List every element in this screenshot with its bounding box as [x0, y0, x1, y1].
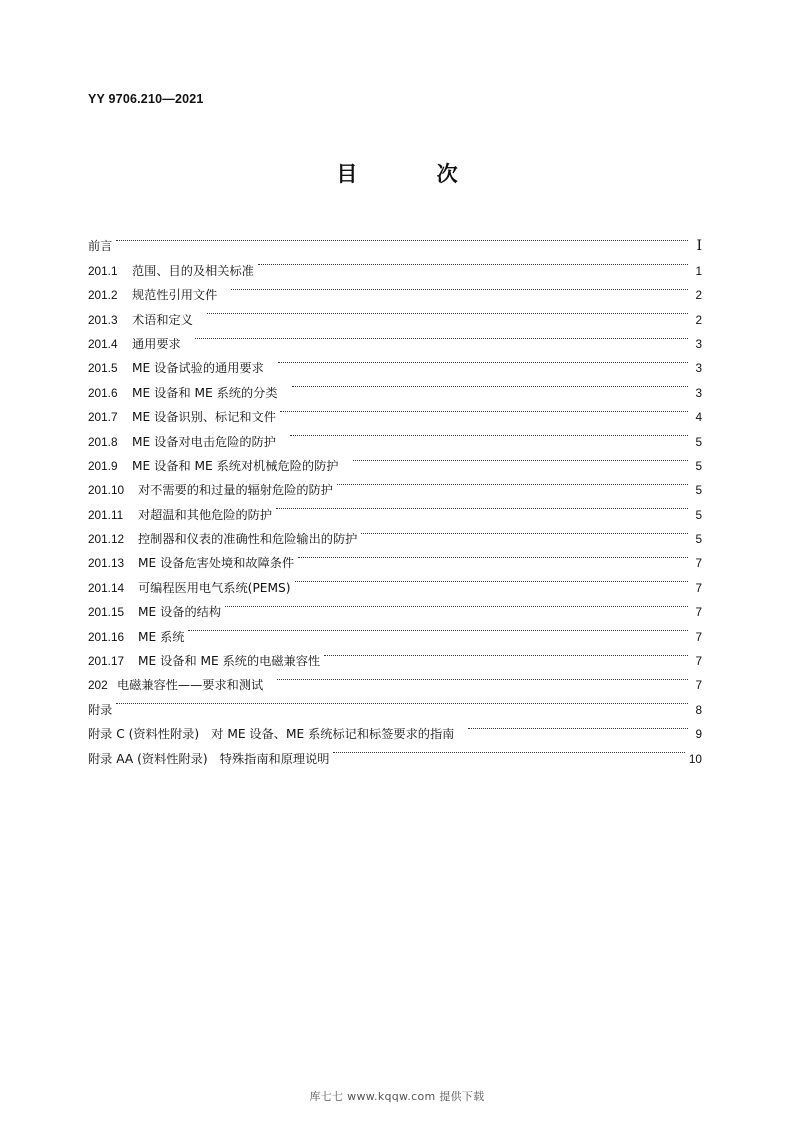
toc-dot-leader: [195, 324, 688, 348]
toc-entry-page: 4: [695, 410, 702, 425]
toc-entry-page: 3: [695, 336, 702, 351]
toc-entry-title: ME 设备和 ME 系统的电磁兼容性: [138, 654, 321, 669]
toc-dot-leader: [298, 543, 688, 567]
toc-entry-page: 3: [695, 361, 702, 376]
toc-entry-page: 3: [695, 385, 702, 400]
toc-dot-leader: [290, 421, 688, 445]
toc-entry-number: 201.12: [88, 532, 125, 547]
toc-dot-leader: [258, 250, 688, 274]
toc-entry-page: 5: [695, 507, 702, 522]
toc-entry-page: 5: [695, 434, 702, 449]
toc-entry-title: ME 设备试验的通用要求: [132, 361, 264, 376]
page-title: 目 次: [336, 162, 494, 186]
toc-entry-number: 201.1: [88, 263, 118, 278]
toc-entry-number: 201.5: [88, 361, 118, 376]
toc-entry-number: 201.6: [88, 385, 118, 400]
toc-dot-leader: [333, 738, 684, 762]
toc-entry[interactable]: [88, 689, 702, 717]
toc-entry-title: 电磁兼容性——要求和测试: [117, 678, 264, 693]
toc-entry-title: ME 设备和 ME 系统的分类: [132, 385, 278, 400]
toc-dot-leader: [116, 226, 688, 250]
toc-entry-number: 202: [88, 678, 108, 693]
toc-entry-page: 2: [695, 312, 702, 327]
toc-dot-leader: [116, 689, 688, 713]
toc-entry-page: 7: [695, 678, 702, 693]
toc-dot-leader: [292, 372, 688, 396]
toc-entry-number: 201.9: [88, 458, 118, 473]
toc-entry-title: ME 系统: [138, 629, 185, 644]
toc-entry-title: ME 设备危害处境和故障条件: [138, 556, 295, 571]
toc-dot-leader: [231, 275, 688, 299]
toc-entry-page: Ⅰ: [696, 239, 702, 255]
toc-dot-leader: [361, 519, 688, 543]
toc-dot-leader: [276, 494, 688, 518]
toc-entry-title: 规范性引用文件: [132, 288, 218, 303]
toc-entry-page: 7: [695, 629, 702, 644]
toc-entry-number: 201.7: [88, 410, 118, 425]
toc-entry-page: 7: [695, 605, 702, 620]
toc-entry-number: 201.4: [88, 336, 118, 351]
toc-entry-title: 对超温和其他危险的防护: [138, 507, 273, 522]
toc-dot-leader: [188, 616, 688, 640]
toc-entry-title: 前言: [88, 239, 113, 254]
toc-entry-title: 附录 AA (资料性附录) 特殊指南和原理说明: [88, 751, 330, 766]
toc-entry-number: 201.11: [88, 507, 124, 522]
table-of-contents: [88, 226, 702, 766]
toc-entry-number: 201.13: [88, 556, 125, 571]
toc-entry-title: 对不需要的和过量的辐射危险的防护: [138, 483, 333, 498]
toc-dot-leader: [207, 299, 688, 323]
toc-entry[interactable]: [88, 250, 702, 278]
toc-entry-number: 201.10: [88, 483, 125, 498]
toc-entry-page: 8: [695, 702, 702, 717]
toc-entry-title: ME 设备对电击危险的防护: [132, 434, 276, 449]
toc-dot-leader: [280, 397, 688, 421]
toc-entry-page: 7: [695, 556, 702, 571]
toc-entry-title: 通用要求: [132, 336, 181, 351]
toc-entry-page: 9: [695, 727, 702, 742]
toc-dot-leader: [295, 567, 689, 591]
toc-entry-title: ME 设备的结构: [138, 605, 222, 620]
toc-dot-leader: [337, 470, 688, 494]
toc-dot-leader: [278, 348, 688, 372]
toc-entry[interactable]: [88, 226, 702, 255]
toc-entry-number: 201.16: [88, 629, 125, 644]
toc-entry-page: 10: [688, 751, 702, 766]
toc-entry-number: 201.2: [88, 288, 118, 303]
toc-entry-title: ME 设备识别、标记和文件: [132, 410, 276, 425]
toc-entry-page: 7: [695, 654, 702, 669]
toc-dot-leader: [324, 641, 688, 665]
download-source-footer: 库七七 www.kqqw.com 提供下载: [309, 1090, 485, 1103]
toc-entry-title: 范围、目的及相关标准: [132, 263, 254, 278]
toc-entry-page: 2: [695, 288, 702, 303]
toc-entry-number: 201.8: [88, 434, 118, 449]
toc-entry-title: 附录 C (资料性附录) 对 ME 设备、ME 系统标记和标签要求的指南: [88, 727, 455, 742]
toc-entry-page: 5: [695, 532, 702, 547]
toc-entry-title: ME 设备和 ME 系统对机械危险的防护: [132, 458, 339, 473]
toc-entry-page: 7: [695, 580, 702, 595]
toc-entry-page: 1: [695, 263, 702, 278]
standard-code: YY 9706.210—2021: [88, 92, 204, 106]
toc-entry-title: 控制器和仪表的准确性和危险输出的防护: [138, 532, 358, 547]
toc-entry-title: 术语和定义: [132, 312, 193, 327]
toc-entry-page: 5: [695, 483, 702, 498]
toc-entry-number: 201.15: [88, 605, 125, 620]
toc-entry-number: 201.3: [88, 312, 118, 327]
toc-entry-title: 附录: [88, 702, 113, 717]
toc-dot-leader: [353, 446, 689, 470]
toc-entry-title: 可编程医用电气系统(PEMS): [138, 580, 291, 595]
toc-dot-leader: [468, 714, 688, 738]
toc-entry-number: 201.17: [88, 654, 125, 669]
toc-dot-leader: [277, 665, 688, 689]
toc-entry[interactable]: [88, 714, 702, 742]
toc-dot-leader: [225, 592, 688, 616]
toc-entry-number: 201.14: [88, 580, 125, 595]
toc-entry-page: 5: [695, 458, 702, 473]
